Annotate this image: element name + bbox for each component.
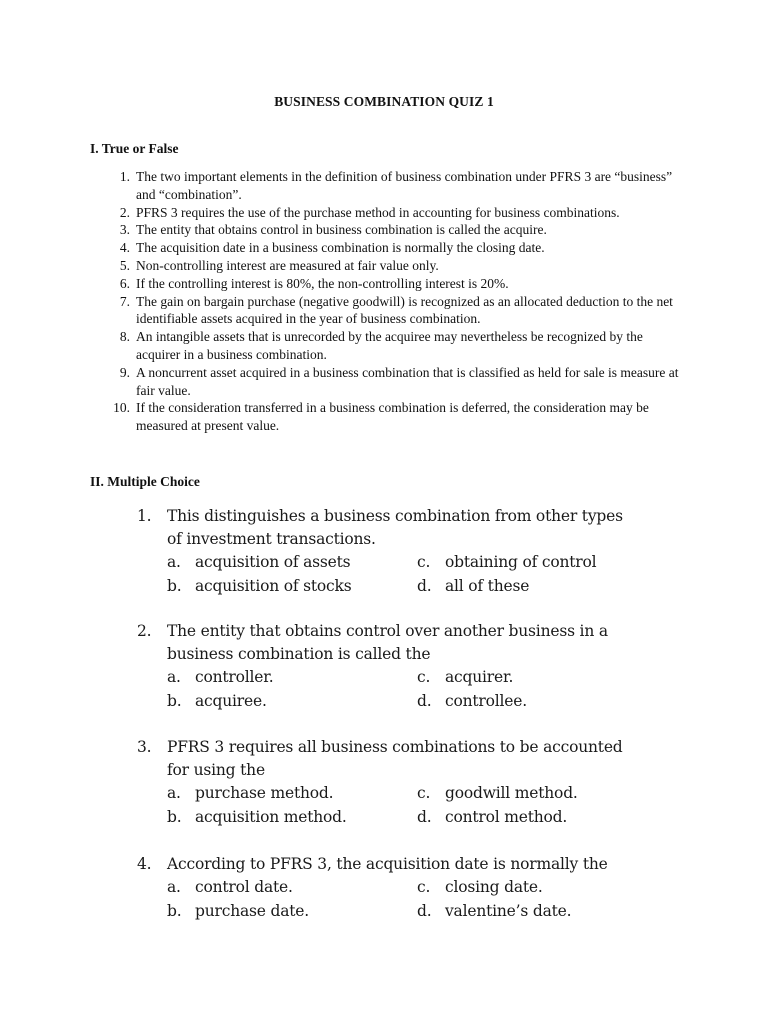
choice-text: acquiree.	[195, 691, 267, 710]
answer-choice	[167, 690, 417, 714]
answer-choice	[417, 666, 637, 690]
true-false-list	[100, 168, 690, 435]
choice-letter: b.	[167, 576, 182, 595]
item-number: 3.	[119, 222, 130, 238]
choice-text: purchase date.	[195, 901, 309, 920]
choice-letter: d.	[417, 807, 432, 826]
choice-letter: a.	[167, 878, 181, 896]
answer-choice	[417, 900, 637, 924]
choice-text: acquisition of assets	[195, 553, 351, 571]
choice-text: goodwill method.	[445, 784, 578, 802]
question-stem: This distinguishes a business combination from other types of investment transactions.	[167, 507, 623, 548]
choice-text: all of these	[445, 576, 530, 595]
answer-choice	[167, 900, 417, 924]
true-false-item	[100, 328, 690, 364]
choice-letter: d.	[417, 576, 432, 595]
item-statement: If the consideration transferred in a business combination is deferred, the consideration may be measured at present value.	[136, 400, 649, 434]
answer-choices	[167, 782, 637, 829]
question-stem: According to PFRS 3, the acquisition date is normally the	[167, 855, 608, 873]
choice-letter: c.	[417, 784, 431, 802]
choice-text: control method.	[445, 807, 568, 826]
item-statement: If the controlling interest is 80%, the non-controlling interest is 20%.	[136, 275, 509, 291]
item-statement: An intangible assets that is unrecorded by the acquiree may nevertheless be recognized by the acquirer in a business combination.	[136, 329, 643, 362]
true-false-item	[100, 221, 690, 239]
choice-letter: d.	[417, 901, 432, 920]
true-false-item	[100, 399, 690, 435]
true-false-item	[100, 239, 690, 257]
answer-choice	[417, 575, 637, 599]
item-statement: The entity that obtains control in business combination is called the acquire.	[136, 222, 547, 238]
question-stem: The entity that obtains control over another business in a business combination is called the	[167, 622, 608, 663]
item-number: 4.	[119, 240, 130, 256]
item-number: 10.	[113, 400, 130, 416]
choice-letter: a.	[167, 668, 181, 686]
answer-choice	[417, 782, 637, 806]
answer-choice	[417, 806, 637, 830]
choice-text: acquisition method.	[195, 807, 347, 826]
choice-text: valentine’s date.	[445, 901, 572, 920]
multiple-choice-question	[137, 505, 637, 598]
answer-choice	[167, 806, 417, 830]
choice-text: acquisition of stocks	[195, 576, 352, 595]
item-number: 6.	[119, 275, 130, 291]
multiple-choice-question	[137, 853, 637, 923]
question-number: 3.	[137, 738, 152, 756]
answer-choices	[167, 876, 637, 923]
choice-letter: a.	[167, 553, 181, 571]
choice-text: acquirer.	[445, 668, 514, 686]
item-statement: The two important elements in the definition of business combination under PFRS 3 are “business” and “combination”.	[136, 169, 673, 202]
answer-choice	[167, 666, 417, 690]
question-number: 1.	[137, 507, 152, 525]
true-false-item	[100, 364, 690, 400]
answer-choice	[417, 876, 637, 900]
answer-choice	[167, 575, 417, 599]
choice-letter: c.	[417, 553, 431, 571]
true-false-item	[100, 204, 690, 222]
item-number: 5.	[119, 257, 130, 273]
item-statement: Non-controlling interest are measured at fair value only.	[136, 257, 439, 273]
answer-choice	[167, 551, 417, 575]
choice-letter: b.	[167, 901, 182, 920]
multiple-choice-question	[137, 620, 637, 713]
item-statement: The acquisition date in a business combination is normally the closing date.	[136, 240, 545, 256]
answer-choices	[167, 666, 637, 713]
true-false-item	[100, 168, 690, 204]
choice-letter: c.	[417, 878, 431, 896]
answer-choice	[167, 876, 417, 900]
item-statement: A noncurrent asset acquired in a business combination that is classified as held for sale is measure at fair value.	[136, 364, 679, 398]
question-stem: PFRS 3 requires all business combinations to be accounted for using the	[167, 738, 623, 779]
question-number: 4.	[137, 855, 152, 873]
answer-choices	[167, 551, 637, 598]
choice-text: control date.	[195, 878, 293, 896]
item-number: 8.	[119, 329, 130, 345]
answer-choice	[417, 551, 637, 575]
multiple-choice-question	[137, 736, 637, 829]
item-number: 9.	[119, 364, 130, 380]
item-number: 2.	[119, 204, 130, 220]
document-title: BUSINESS COMBINATION QUIZ 1	[274, 94, 494, 109]
multiple-choice-heading: II. Multiple Choice	[90, 474, 200, 489]
choice-letter: c.	[417, 668, 431, 686]
choice-letter: b.	[167, 807, 182, 826]
choice-text: controllee.	[445, 691, 527, 710]
true-false-heading: I. True or False	[90, 141, 179, 156]
item-number: 7.	[119, 293, 130, 309]
choice-text: closing date.	[445, 878, 543, 896]
true-false-item	[100, 275, 690, 293]
choice-letter: d.	[417, 691, 432, 710]
answer-choice	[417, 690, 637, 714]
item-statement: The gain on bargain purchase (negative goodwill) is recognized as an allocated deduction to the net identifiable assets acquired in the year of business combination.	[136, 293, 673, 327]
choice-text: controller.	[195, 668, 274, 686]
answer-choice	[167, 782, 417, 806]
item-statement: PFRS 3 requires the use of the purchase method in accounting for business combinations.	[136, 204, 620, 220]
choice-letter: a.	[167, 784, 181, 802]
question-number: 2.	[137, 622, 152, 640]
choice-text: purchase method.	[195, 784, 334, 802]
true-false-item	[100, 257, 690, 275]
item-number: 1.	[119, 169, 130, 184]
choice-text: obtaining of control	[445, 553, 597, 571]
choice-letter: b.	[167, 691, 182, 710]
true-false-item	[100, 293, 690, 329]
